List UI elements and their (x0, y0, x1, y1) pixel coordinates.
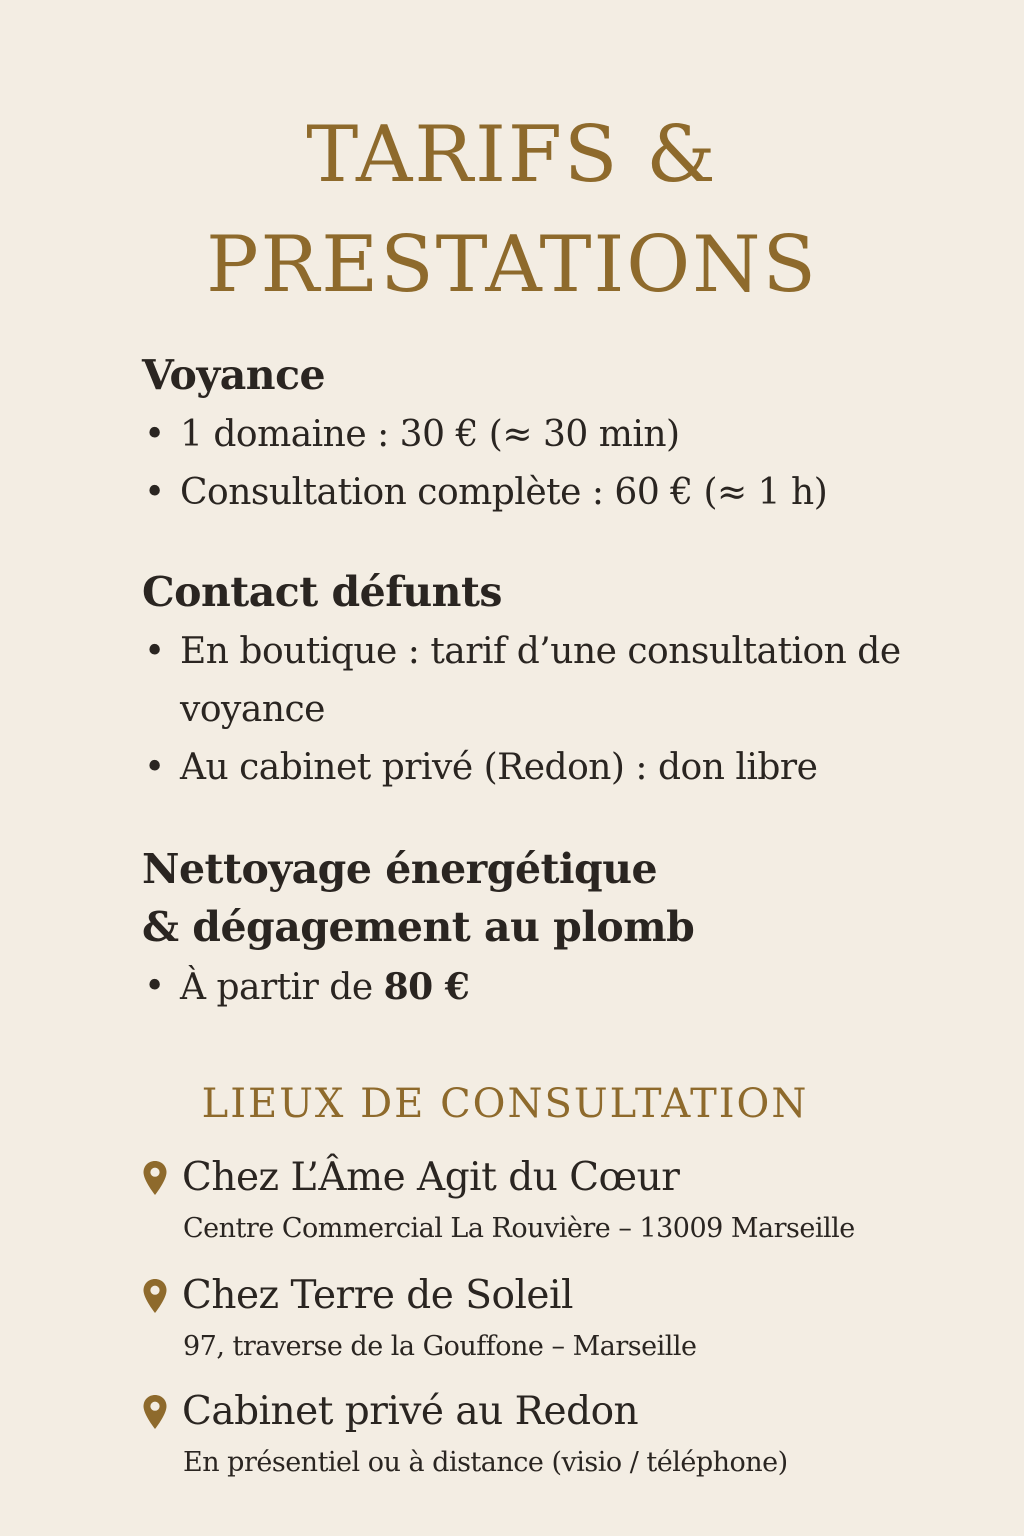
section-heading-nettoyage (142, 840, 962, 956)
list-item-text: Consultation complète : 60 € (≈ 1 h) (180, 472, 828, 513)
list-item (142, 739, 962, 797)
map-pin-icon (142, 1394, 168, 1430)
list-item-text: Au cabinet privé (Redon) : don libre (180, 747, 818, 788)
contact-price-list (142, 623, 962, 797)
location-item (142, 1384, 982, 1486)
page-title-line-1: TARIFS & (306, 110, 718, 200)
price-value: 80 € (383, 966, 470, 1008)
section-heading-voyance: Voyance (142, 351, 326, 399)
section-contact-defunts (142, 563, 962, 797)
section-heading-nettoyage-line-1: Nettoyage énergétique (142, 845, 658, 893)
locations-heading: LIEUX DE CONSULTATION (201, 1081, 809, 1127)
voyance-price-list (142, 406, 962, 522)
list-item (142, 623, 962, 739)
section-nettoyage (142, 840, 962, 1017)
location-address: 97, traverse de la Gouffone – Marseille (183, 1331, 697, 1362)
list-item-text: 1 domaine : 30 € (≈ 30 min) (180, 414, 680, 455)
bullet-icon: • (144, 631, 165, 672)
location-item (142, 1150, 982, 1252)
location-name: Cabinet privé au Redon (182, 1389, 639, 1434)
location-address: Centre Commercial La Rouvière – 13009 Marseille (183, 1213, 855, 1244)
bullet-icon: • (144, 414, 165, 455)
location-name: Chez L’Âme Agit du Cœur (182, 1155, 680, 1200)
list-item (142, 406, 962, 464)
bullet-icon: • (144, 472, 165, 513)
section-heading-nettoyage-line-2: & dégagement au plomb (142, 903, 695, 951)
nettoyage-price-list (142, 958, 962, 1017)
list-item-text: En boutique : tarif d’une consultation de voyance (180, 631, 901, 730)
location-name: Chez Terre de Soleil (182, 1273, 573, 1318)
bullet-icon: • (144, 747, 165, 788)
list-item (142, 464, 962, 522)
page-title (0, 100, 1024, 320)
section-voyance (142, 346, 962, 522)
location-item (142, 1268, 982, 1370)
list-item-text: À partir de (180, 967, 384, 1008)
section-heading-contact-defunts: Contact défunts (142, 568, 502, 616)
list-item (142, 958, 962, 1017)
page-title-line-2: PRESTATIONS (206, 220, 818, 310)
bullet-icon: • (144, 966, 165, 1007)
location-address: En présentiel ou à distance (visio / téléphone) (183, 1447, 788, 1478)
map-pin-icon (142, 1160, 168, 1196)
map-pin-icon (142, 1278, 168, 1314)
